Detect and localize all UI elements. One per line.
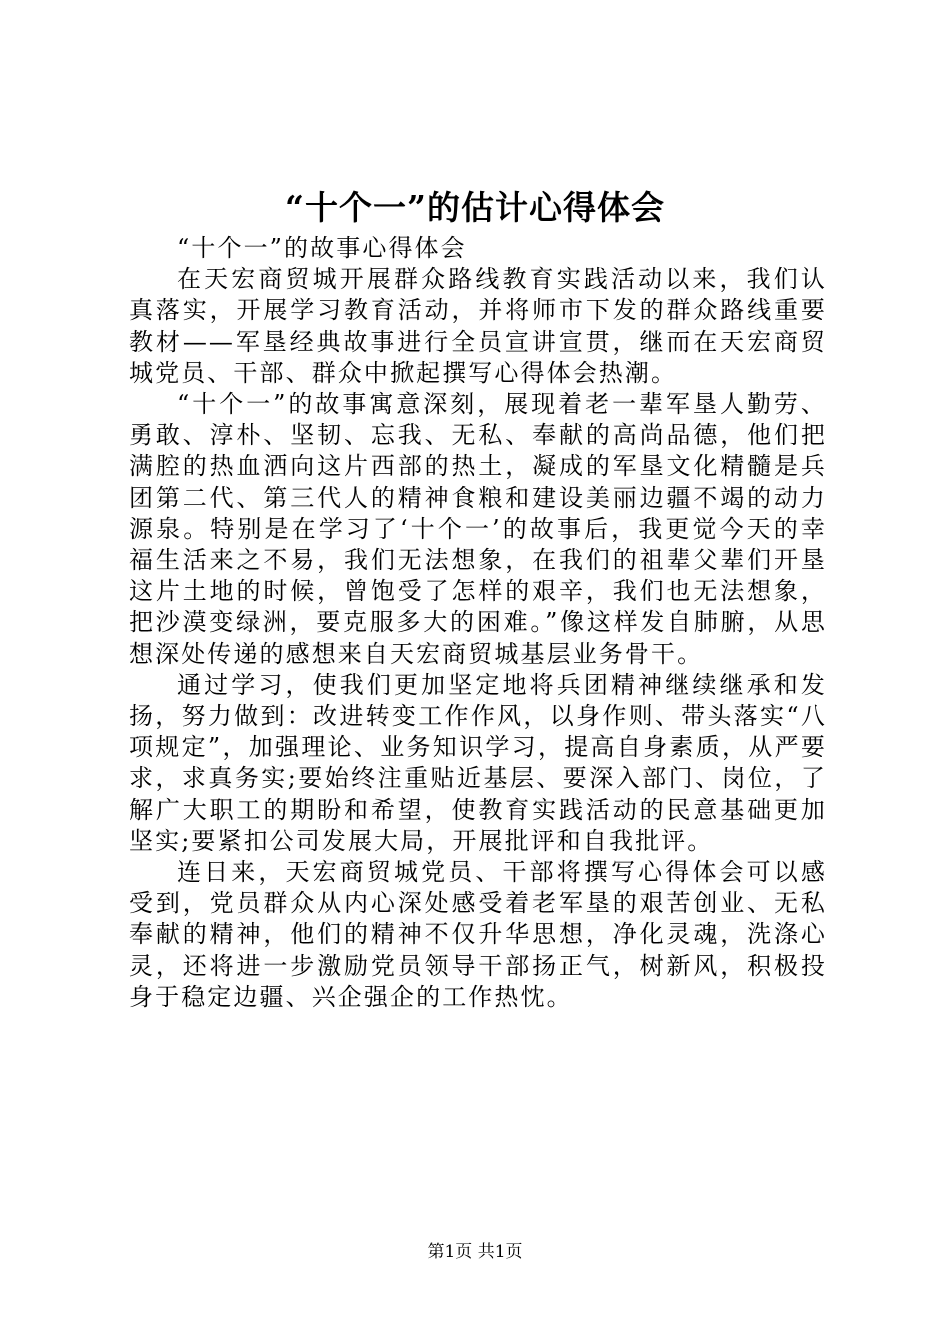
document-subtitle: “十个一”的故事心得体会	[177, 234, 467, 262]
body-paragraph: 连日来，天宏商贸城党员、干部将撰写心得体会可以感受到，党员群众从内心深处感受着老军垦的艰苦创业、无私奉献的精神，他们的精神不仅升华思想，净化灵魂，洗涤心灵，还将进一步激励党员领导干部扬正气，树新风，积极投身于稳定边疆、兴企强企的工作热忱。	[129, 858, 827, 1011]
document-body	[129, 233, 827, 1013]
body-paragraph: 通过学习，使我们更加坚定地将兵团精神继续继承和发扬，努力做到：改进转变工作作风，以身作则、带头落实“八项规定”，加强理论、业务知识学习，提高自身素质，从严要求，求真务实;要始终注重贴近基层、要深入部门、岗位，了解广大职工的期盼和希望，使教育实践活动的民意基础更加坚实;要紧扣公司发展大局，开展批评和自我批评。	[129, 670, 827, 855]
page-number: 第1页	[427, 1242, 473, 1262]
page-footer	[0, 1240, 950, 1264]
body-paragraph: 在天宏商贸城开展群众路线教育实践活动以来，我们认真落实，开展学习教育活动，并将师市下发的群众路线重要教材——军垦经典故事进行全员宣讲宣贯，继而在天宏商贸城党员、干部、群众中掀起撰写心得体会热潮。	[129, 265, 827, 387]
document-title: “十个一”的估计心得体会	[285, 188, 665, 227]
page-total: 共1页	[477, 1242, 523, 1262]
body-paragraph: “十个一”的故事寓意深刻，展现着老一辈军垦人勤劳、勇敢、淳朴、坚韧、忘我、无私、奉献的高尚品德，他们把满腔的热血洒向这片西部的热土，凝成的军垦文化精髓是兵团第二代、第三代人的精神食粮和建设美丽边疆不竭的动力源泉。特别是在学习了‘十个一’的故事后，我更觉今天的幸福生活来之不易，我们无法想象，在我们的祖辈父辈们开垦这片土地的时候，曾饱受了怎样的艰辛，我们也无法想象，把沙漠变绿洲，要克服多大的困难。”像这样发自肺腑，从思想深处传递的感想来自天宏商贸城基层业务骨干。	[129, 390, 827, 668]
